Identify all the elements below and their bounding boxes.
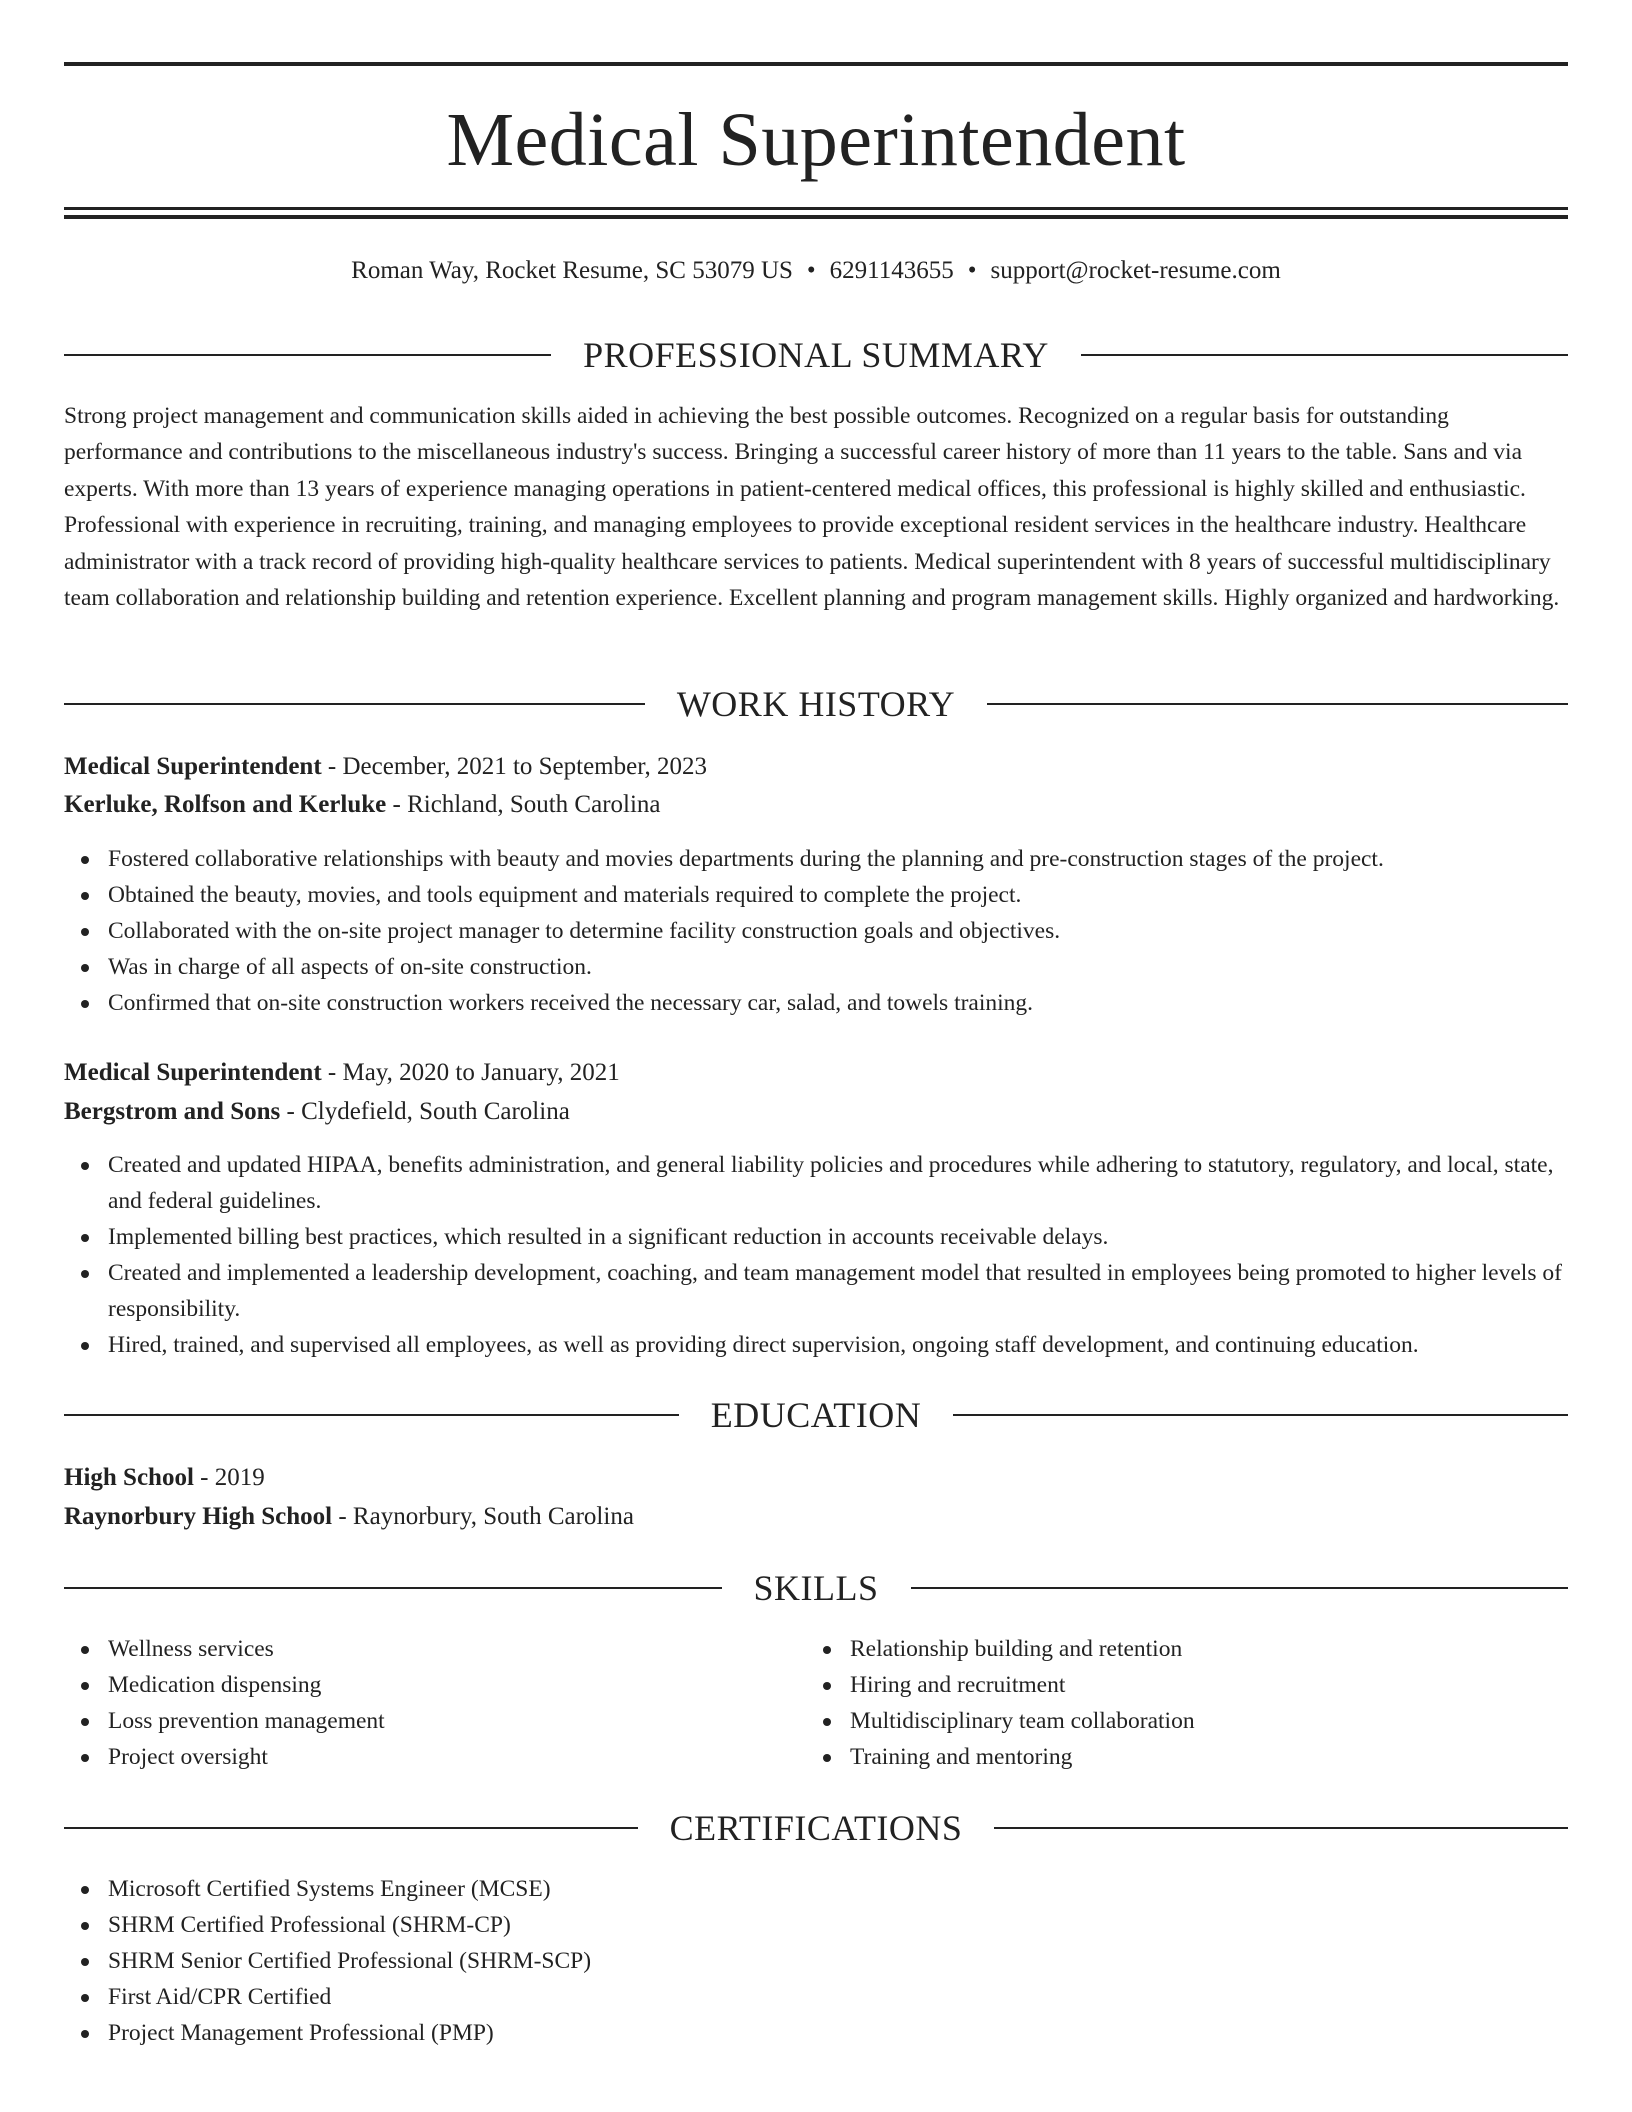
heading-rule-left: [64, 1587, 722, 1589]
education-heading: [64, 1393, 1568, 1437]
list-item: Created and updated HIPAA, benefits administration, and general liability policies and procedures while adhering to statutory, regulatory, and local, state, and federal guidelines.: [64, 1147, 1568, 1219]
header-double-rule-lower: [64, 215, 1568, 219]
heading-rule-left: [64, 1827, 638, 1829]
list-item: SHRM Certified Professional (SHRM-CP): [64, 1907, 1568, 1943]
list-item: Implemented billing best practices, which resulted in a significant reduction in accounts receivable delays.: [64, 1219, 1568, 1255]
list-item: Was in charge of all aspects of on-site construction.: [64, 949, 1568, 985]
job-2-company-line: [64, 1094, 1568, 1130]
list-item: Project oversight: [64, 1739, 1568, 1775]
job-2-title-line: [64, 1055, 1568, 1091]
list-item: Created and implemented a leadership development, coaching, and team management model that resulted in employees being promoted to higher levels of responsibility.: [64, 1255, 1568, 1327]
list-item: Hired, trained, and supervised all employees, as well as providing direct supervision, ongoing staff development, and continuing education.: [64, 1327, 1568, 1363]
job-2-dates: - May, 2020 to January, 2021: [321, 1059, 620, 1086]
certifications-heading: [64, 1806, 1568, 1850]
heading-rule-left: [64, 1414, 679, 1416]
skills-heading: [64, 1566, 1568, 1610]
heading-rule-left: [64, 703, 645, 705]
list-item: Relationship building and retention: [806, 1631, 1632, 1667]
education-heading-text: EDUCATION: [710, 1395, 922, 1435]
skills-list-right: [806, 1631, 1632, 1775]
job-1-company: Kerluke, Rolfson and Kerluke: [64, 791, 387, 818]
job-2-company: Bergstrom and Sons: [64, 1098, 281, 1125]
contact-address: Roman Way, Rocket Resume, SC 53079 US: [351, 257, 793, 284]
list-item: Project Management Professional (PMP): [64, 2015, 1568, 2051]
heading-rule-right: [987, 703, 1568, 705]
summary-paragraph: Strong project management and communication skills aided in achieving the best possible outcomes. Recognized on a regular basis for outstanding performance and contributions to the miscellaneous industry's success. Bringing a successful career history of more than 11 years to the table. Sans and via experts. With more than 13 years of experience managing operations in patient-centered medical offices, this professional is highly skilled and enthusiastic. Professional with experience in recruiting, training, and managing employees to provide exceptional resident services in the healthcare industry. Healthcare administrator with a track record of providing high-quality healthcare services to patients. Medical superintendent with 8 years of successful multidisciplinary team collaboration and relationship building and retention experience. Excellent planning and program management skills. Highly organized and hardworking.: [64, 403, 1560, 612]
contact-phone: 6291143655: [829, 257, 954, 284]
contact-separator: •: [806, 257, 816, 284]
job-2-bullet-list: [64, 1147, 1568, 1363]
certifications-list: [64, 1871, 1568, 2051]
education-school-line: [64, 1499, 1568, 1535]
certifications-heading-text: CERTIFICATIONS: [669, 1808, 963, 1848]
list-item: First Aid/CPR Certified: [64, 1979, 1568, 2015]
header-double-rule-upper: [64, 207, 1568, 210]
list-item: SHRM Senior Certified Professional (SHRM-SCP): [64, 1943, 1568, 1979]
header-top-rule: [64, 62, 1568, 66]
education-location: - Raynorbury, South Carolina: [332, 1503, 634, 1530]
education-degree: High School: [64, 1464, 194, 1491]
list-item: Loss prevention management: [64, 1703, 1568, 1739]
summary-heading: [64, 333, 1568, 377]
skills-heading-text: SKILLS: [753, 1568, 879, 1608]
heading-rule-right: [911, 1587, 1569, 1589]
work-history-heading-text: WORK HISTORY: [676, 684, 956, 724]
job-1-title: Medical Superintendent: [64, 753, 322, 780]
list-item: Wellness services: [64, 1631, 1568, 1667]
list-item: Microsoft Certified Systems Engineer (MCSE): [64, 1871, 1568, 1907]
heading-rule-right: [1081, 354, 1568, 356]
list-item: Medication dispensing: [64, 1667, 1568, 1703]
list-item: Obtained the beauty, movies, and tools equipment and materials required to complete the project.: [64, 877, 1568, 913]
list-item: Collaborated with the on-site project manager to determine facility construction goals and objectives.: [64, 913, 1568, 949]
contact-line: [64, 254, 1568, 288]
job-1-company-line: [64, 787, 1568, 823]
job-2-location: - Clydefield, South Carolina: [280, 1098, 570, 1125]
list-item: Hiring and recruitment: [806, 1667, 1632, 1703]
summary-heading-text: PROFESSIONAL SUMMARY: [583, 335, 1049, 375]
job-1-title-line: [64, 749, 1568, 785]
job-1-bullet-list: [64, 841, 1568, 1021]
contact-email[interactable]: support@rocket-resume.com: [990, 257, 1281, 284]
job-2-title: Medical Superintendent: [64, 1059, 322, 1086]
heading-rule-right: [994, 1827, 1568, 1829]
candidate-name: Medical Superintendent: [446, 98, 1186, 182]
work-history-heading: [64, 682, 1568, 726]
education-degree-line: [64, 1460, 1568, 1496]
list-item: Confirmed that on-site construction workers received the necessary car, salad, and towels training.: [64, 985, 1568, 1021]
heading-rule-right: [953, 1414, 1568, 1416]
heading-rule-left: [64, 354, 551, 356]
education-school: Raynorbury High School: [64, 1503, 333, 1530]
list-item: Multidisciplinary team collaboration: [806, 1703, 1632, 1739]
job-1-dates: - December, 2021 to September, 2023: [321, 753, 708, 780]
contact-separator: •: [967, 257, 977, 284]
education-year: - 2019: [193, 1464, 265, 1491]
list-item: Training and mentoring: [806, 1739, 1632, 1775]
job-1-location: - Richland, South Carolina: [386, 791, 661, 818]
list-item: Fostered collaborative relationships with beauty and movies departments during the planning and pre-construction stages of the project.: [64, 841, 1568, 877]
